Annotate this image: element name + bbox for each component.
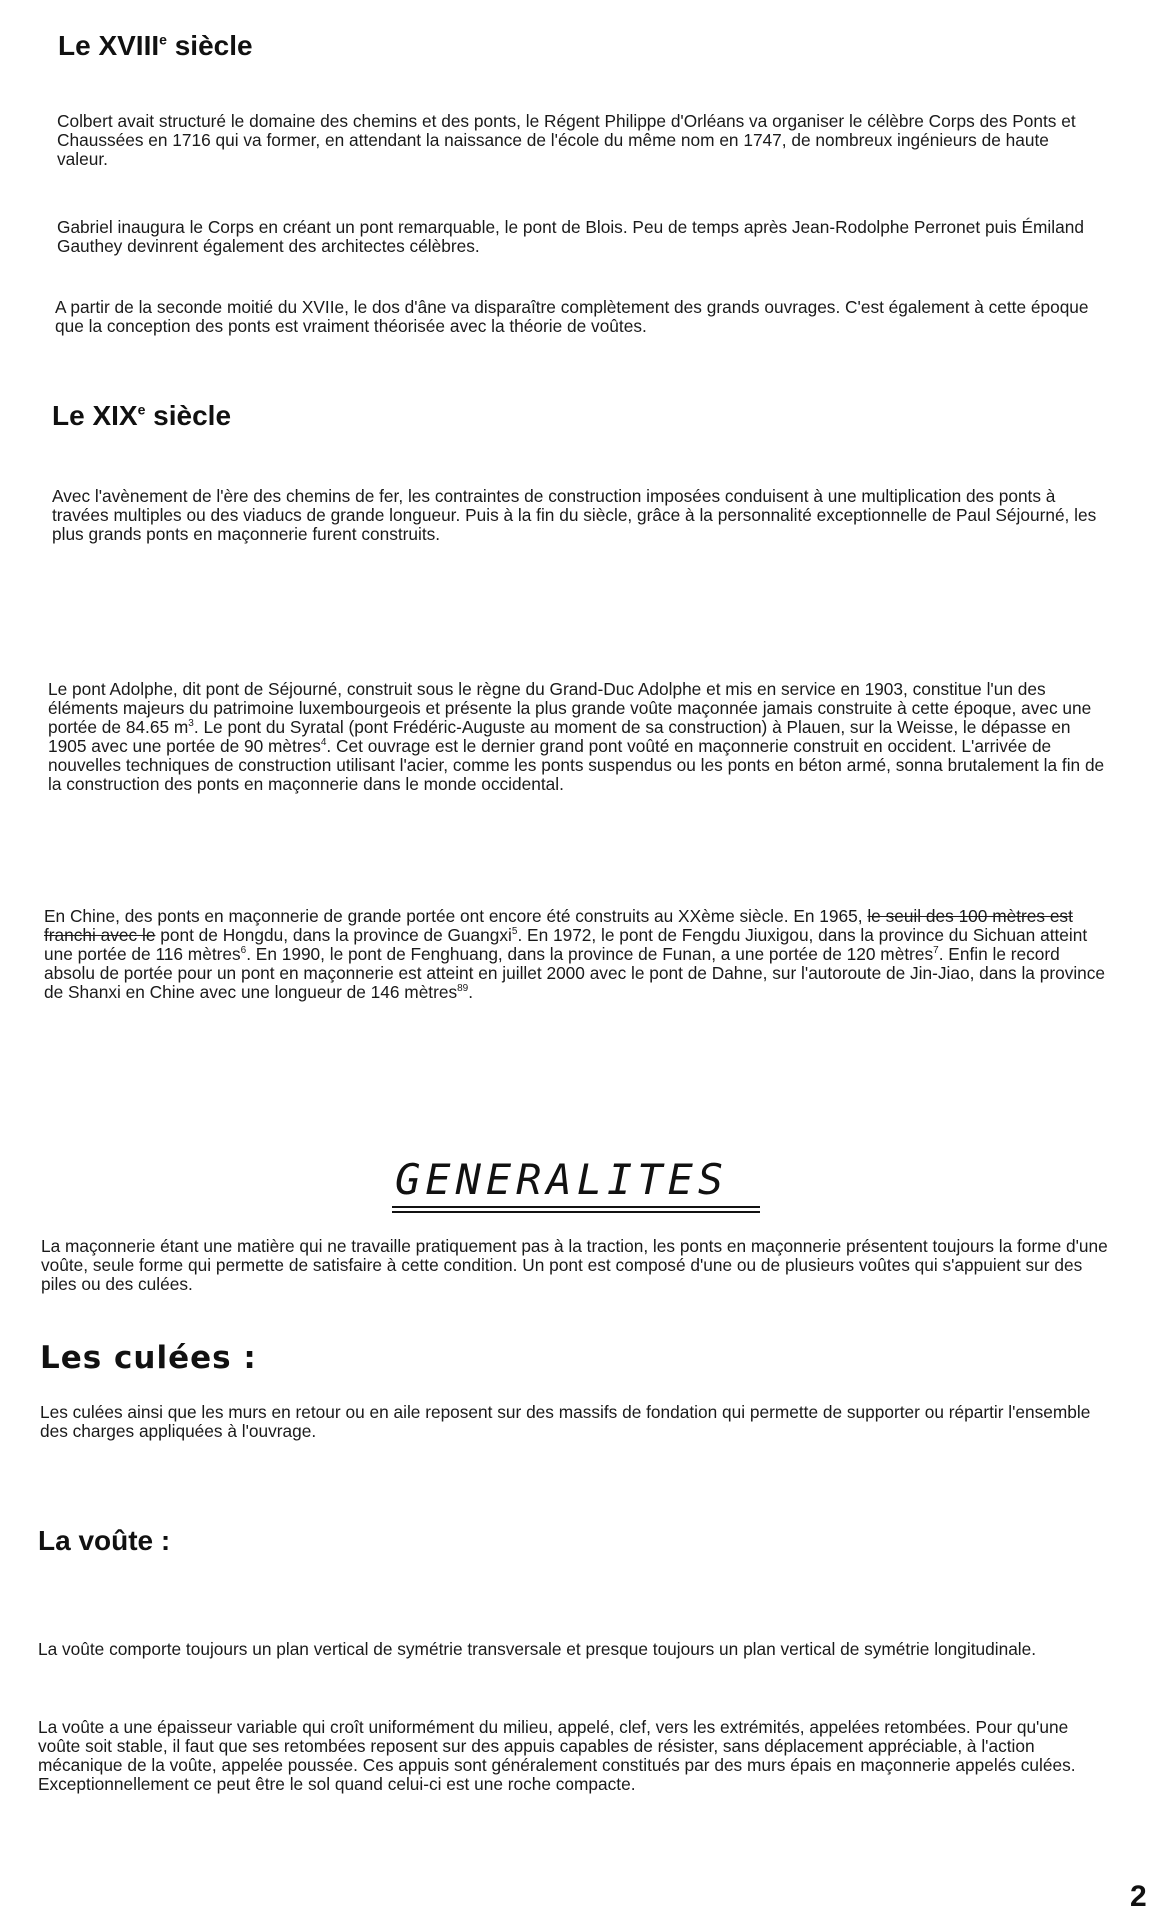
section-title: La voûte : — [38, 1525, 171, 1556]
paragraph-text: Les culées ainsi que les murs en retour ou en aile reposent sur des massifs de fondation qui permette de supporter ou répartir l'ensemble des charges appliquées à l'ouvrage. — [40, 1402, 1091, 1441]
title-underline — [392, 1206, 760, 1208]
paragraph-text: La voûte comporte toujours un plan vertical de symétrie transversale et presque toujours un plan vertical de symétrie longitudinale. — [38, 1639, 1037, 1659]
paragraph — [52, 487, 1112, 544]
paragraph-text: La maçonnerie étant une matière qui ne travaille pratiquement pas à la traction, les ponts en maçonnerie présentent toujours la forme d'une voûte, seule forme qui permette de satisfaire à cette condition. Un pont est composé d'une ou de plusieurs voûtes qui s'appuient sur des piles ou des culées. — [41, 1236, 1108, 1294]
paragraph — [57, 112, 1102, 169]
section-title: Le XIXe siècle — [52, 400, 232, 431]
section-xviii-heading — [58, 30, 1118, 62]
paragraph-text: Colbert avait structuré le domaine des chemins et des ponts, le Régent Philippe d'Orléans va organiser le célèbre Corps des Ponts et Chaussées en 1716 qui va former, en attendant la naissance de l'école du même nom en 1747, de nombreux ingénieurs de haute valeur. — [57, 111, 1076, 169]
paragraph-text: En Chine, des ponts en maçonnerie de grande portée ont encore été construits au XXème siècle. En 1965, le seuil des 100 mètres est franchi avec le pont de Hongdu, dans la province de Guangxi$^5$. En 1972, le pont de Fengdu Jiuxigou, dans la province du Sichuan atteint une portée de 116 mètres$^6$. En 1990, le pont de Fenghuang, dans la province de Funan, a une portée de 120 mètres$^7$. Enfin le record absolu de portée pour un pont en maçonnerie est atteint en juillet 2000 avec le pont de Dahne, sur l'autoroute de Jin-Jiao, dans la province de Shanxi en Chine avec une longueur de 146 mètres$^{89}$. — [44, 906, 1106, 1002]
section-title: Le XVIIIe siècle — [58, 30, 253, 61]
paragraph — [41, 1237, 1116, 1294]
culees-handwritten-heading: Les culées : — [40, 1340, 257, 1376]
section-xix-heading — [52, 400, 1112, 432]
paragraph — [57, 218, 1102, 256]
paragraph-text: Le pont Adolphe, dit pont de Séjourné, construit sous le règne du Grand-Duc Adolphe et mis en service en 1903, constitue l'un des éléments majeurs du patrimoine luxembourgeois et présente la plus grande voûte maçonnée jamais construite à cette époque, avec une portée de 84.65 $m^3$. Le pont du Syratal (pont Frédéric-Auguste au moment de sa construction) à Plauen, sur la Weisse, le dépasse en 1905 avec une portée de 90 mètres$^4$. Cet ouvrage est le dernier grand pont voûté en maçonnerie construit en occident. L'arrivée de nouvelles techniques de construction utilisant l'acier, comme les ponts suspendus ou les ponts en béton armé, sonna brutalement la fin de la construction des ponts en maçonnerie dans le monde occidental. — [48, 679, 1105, 794]
page-number: 2 — [1130, 1880, 1147, 1913]
paragraph-text: Gabriel inaugura le Corps en créant un pont remarquable, le pont de Blois. Peu de temps après Jean-Rodolphe Perronet puis Émiland Gauthey devinrent également des architectes célèbres. — [57, 217, 1084, 256]
paragraph — [40, 1403, 1115, 1441]
paragraph-text: Avec l'avènement de l'ère des chemins de fer, les contraintes de construction imposées conduisent à une multiplication des ponts à travées multiples ou des viaducs de grande longueur. Puis à la fin du siècle, grâce à la personnalité exceptionnelle de Paul Séjourné, les plus grands ponts en maçonnerie furent construits. — [52, 486, 1097, 544]
paragraph — [38, 1640, 1113, 1659]
generalites-handwritten-title: GENERALITES — [395, 1155, 729, 1204]
paragraph — [44, 907, 1114, 1002]
title-underline — [392, 1211, 760, 1213]
paragraph — [55, 298, 1100, 336]
paragraph — [38, 1718, 1113, 1794]
section-voute-heading — [38, 1525, 1098, 1557]
paragraph-text: A partir de la seconde moitié du XVIIe, le dos d'âne va disparaître complètement des grands ouvrages. C'est également à cette époque que la conception des ponts est vraiment théorisée avec la théorie de voûtes. — [55, 297, 1089, 336]
paragraph-text: La voûte a une épaisseur variable qui croît uniformément du milieu, appelé, clef, vers les extrémités, appelées retombées. Pour qu'une voûte soit stable, il faut que ses retombées reposent sur des appuis capables de résister, sans déplacement appréciable, à l'action mécanique de la voûte, appelée poussée. Ces appuis sont généralement constitués par des murs épais en maçonnerie appelés culées. Exceptionnellement ce peut être le sol quand celui-ci est une roche compacte. — [38, 1717, 1076, 1794]
paragraph — [48, 680, 1113, 794]
